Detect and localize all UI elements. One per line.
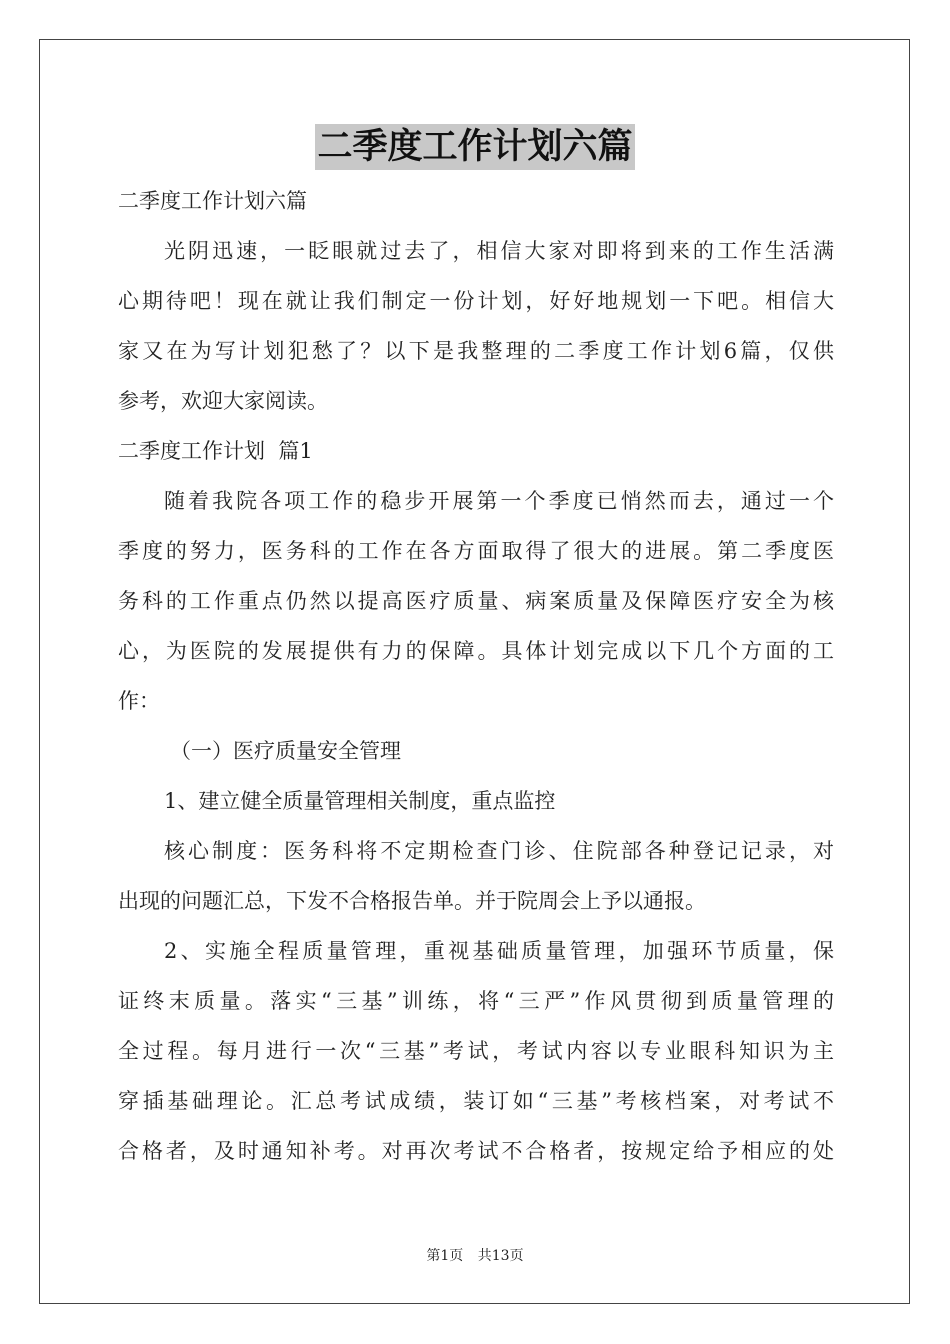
page-total: 共13页 [477,1248,524,1264]
paragraph-line: 核心制度：医务科将不定期检查门诊、住院部各种登记记录，对 [164,839,834,863]
paragraph-line: 合格者，及时通知补考。对再次考试不合格者，按规定给予相应的处 [118,1139,834,1163]
document-title-wrap [0,124,950,170]
subsection-heading: （一）医疗质量安全管理 [170,739,401,763]
paragraph-line: 随着我院各项工作的稳步开展第一个季度已悄然而去，通过一个 [164,489,834,513]
paragraph-line: 2、实施全程质量管理，重视基础质量管理，加强环节质量，保 [164,939,834,963]
page-number: 第1页 [426,1248,464,1264]
paragraph-line: 家又在为写计划犯愁了？以下是我整理的二季度工作计划6篇，仅供 [118,339,834,363]
document-title: 二季度工作计划六篇 [315,124,634,170]
paragraph-line: 参考，欢迎大家阅读。 [118,389,328,413]
paragraph-line: 光阴迅速，一眨眼就过去了，相信大家对即将到来的工作生活满 [164,239,834,263]
paragraph-line: 作： [118,689,160,713]
list-item: 1、建立健全质量管理相关制度，重点监控 [164,789,556,813]
paragraph-line: 心，为医院的发展提供有力的保障。具体计划完成以下几个方面的工 [118,639,834,663]
paragraph-line: 务科的工作重点仍然以提高医疗质量、病案质量及保障医疗安全为核 [118,589,834,613]
paragraph-line: 穿插基础理论。汇总考试成绩，装订如“三基”考核档案，对考试不 [118,1089,834,1113]
paragraph-line: 证终末质量。落实“三基”训练，将“三严”作风贯彻到质量管理的 [118,989,834,1013]
paragraph-line: 全过程。每月进行一次“三基”考试，考试内容以专业眼科知识为主 [118,1039,834,1063]
paragraph-line: 季度的努力，医务科的工作在各方面取得了很大的进展。第二季度医 [118,539,834,563]
paragraph-line: 出现的问题汇总，下发不合格报告单。并于院周会上予以通报。 [118,889,706,913]
document-body [118,176,834,1176]
page-footer [0,1245,950,1265]
paragraph-line: 心期待吧！现在就让我们制定一份计划，好好地规划一下吧。相信大 [118,289,834,313]
subtitle-line: 二季度工作计划六篇 [118,189,307,213]
section-heading: 二季度工作计划 篇1 [118,439,313,463]
